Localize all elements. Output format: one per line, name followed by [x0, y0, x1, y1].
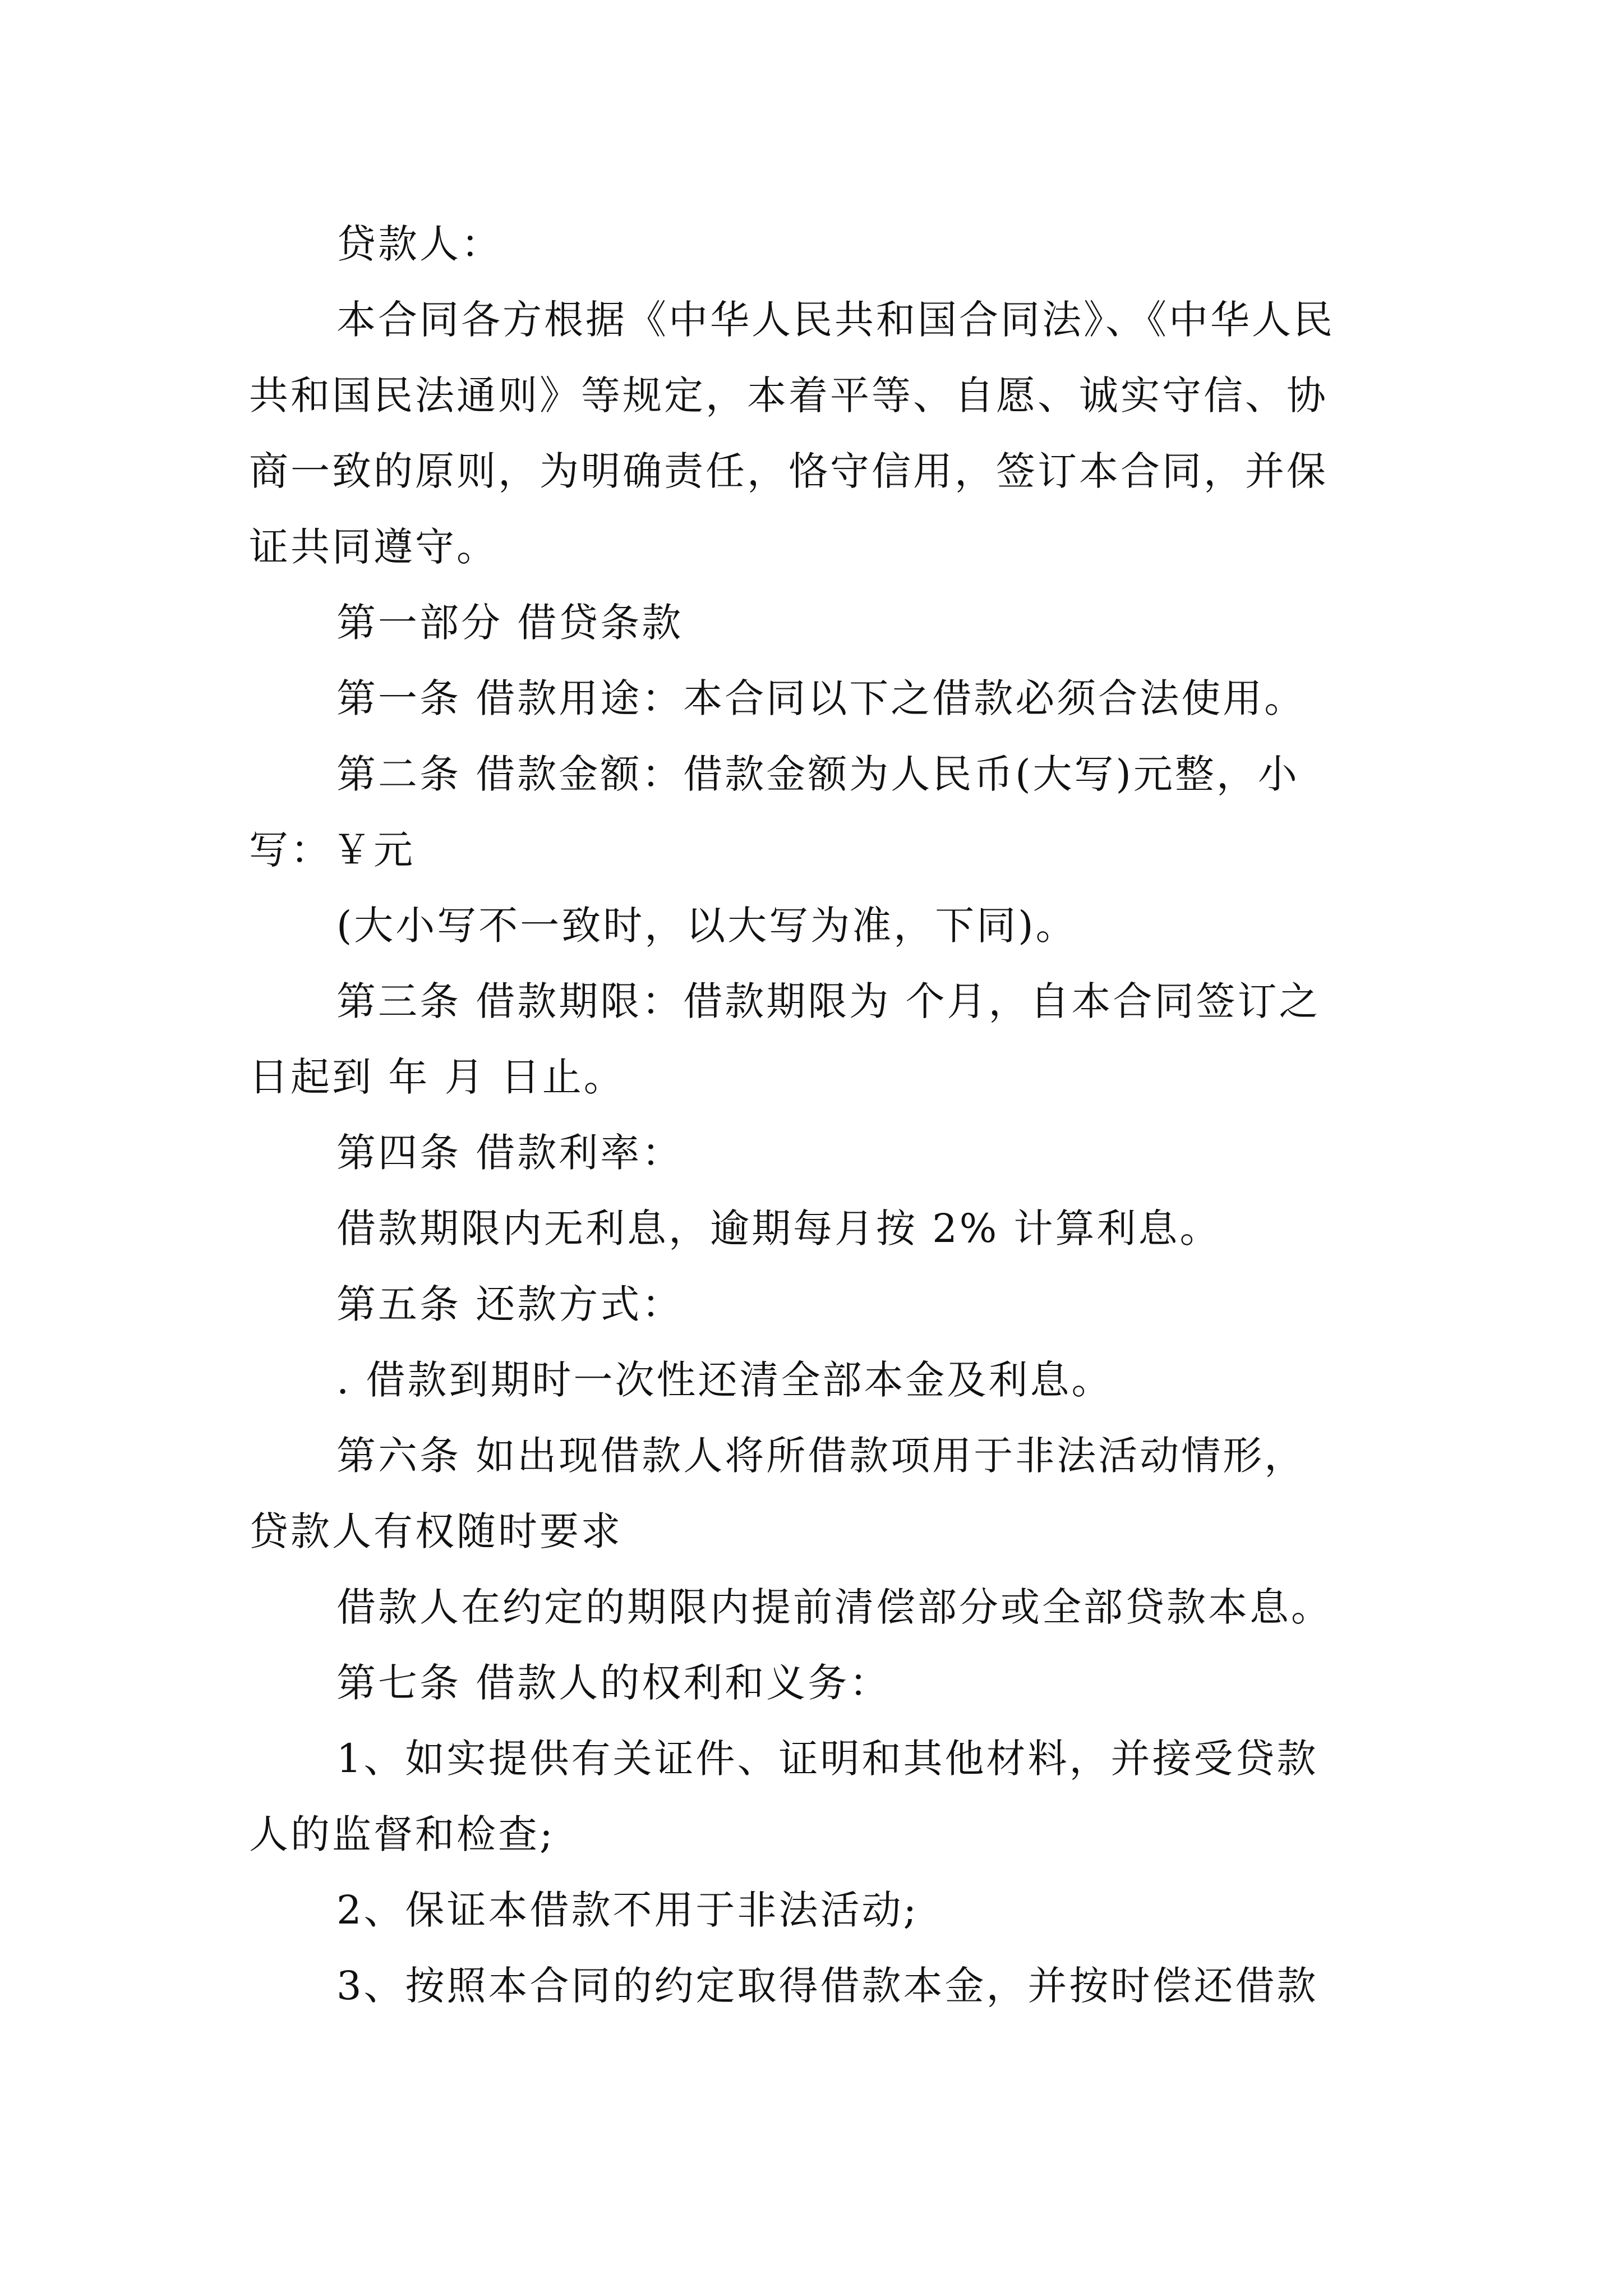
article-6-line-3: 借款人在约定的期限内提前清偿部分或全部贷款本息。 [336, 1584, 1332, 1630]
preamble-line-1: 本合同各方根据《中华人民共和国合同法》、《中华人民 [336, 297, 1335, 343]
article-7-item-1-line-1: 1、如实提供有关证件、证明和其他材料，并接受贷款 [336, 1736, 1318, 1782]
article-5: 第五条 还款方式： [336, 1281, 684, 1327]
article-6-line-1: 第六条 如出现借款人将所借款项用于非法活动情形， [336, 1433, 1306, 1479]
article-4: 第四条 借款利率： [336, 1130, 684, 1176]
preamble-line-2: 共和国民法通则》等规定，本着平等、自愿、诚实守信、协 [249, 372, 1328, 418]
article-2-line-1: 第二条 借款金额：借款金额为人民币(大写)元整，小 [336, 751, 1299, 797]
part-one-heading: 第一部分 借贷条款 [336, 600, 684, 646]
lender-label: 贷款人： [336, 221, 502, 267]
article-7-item-2: 2、保证本借款不用于非法活动; [336, 1887, 919, 1933]
article-7-item-3: 3、按照本合同的约定取得借款本金，并按时偿还借款 [336, 1963, 1318, 2009]
article-3-line-1: 第三条 借款期限：借款期限为 个月，自本合同签订之 [336, 978, 1321, 1024]
article-7-item-1-line-2: 人的监督和检查; [249, 1811, 555, 1857]
article-3-line-2: 日起到 年 月 日止。 [249, 1054, 625, 1100]
article-7: 第七条 借款人的权利和义务： [336, 1660, 891, 1706]
article-6-line-2: 贷款人有权随时要求 [249, 1508, 623, 1554]
article-2-note: (大小写不一致时，以大写为准，下同)。 [336, 903, 1077, 949]
preamble-line-3: 商一致的原则，为明确责任，恪守信用，签订本合同，并保 [249, 448, 1328, 494]
article-2-line-2: 写：￥元 [249, 827, 415, 873]
article-5-detail: . 借款到期时一次性还清全部本金及利息。 [336, 1357, 1113, 1403]
article-4-detail: 借款期限内无利息，逾期每月按 2% 计算利息。 [336, 1205, 1221, 1251]
article-1: 第一条 借款用途：本合同以下之借款必须合法使用。 [336, 675, 1306, 721]
preamble-line-4: 证共同遵守。 [249, 524, 498, 570]
